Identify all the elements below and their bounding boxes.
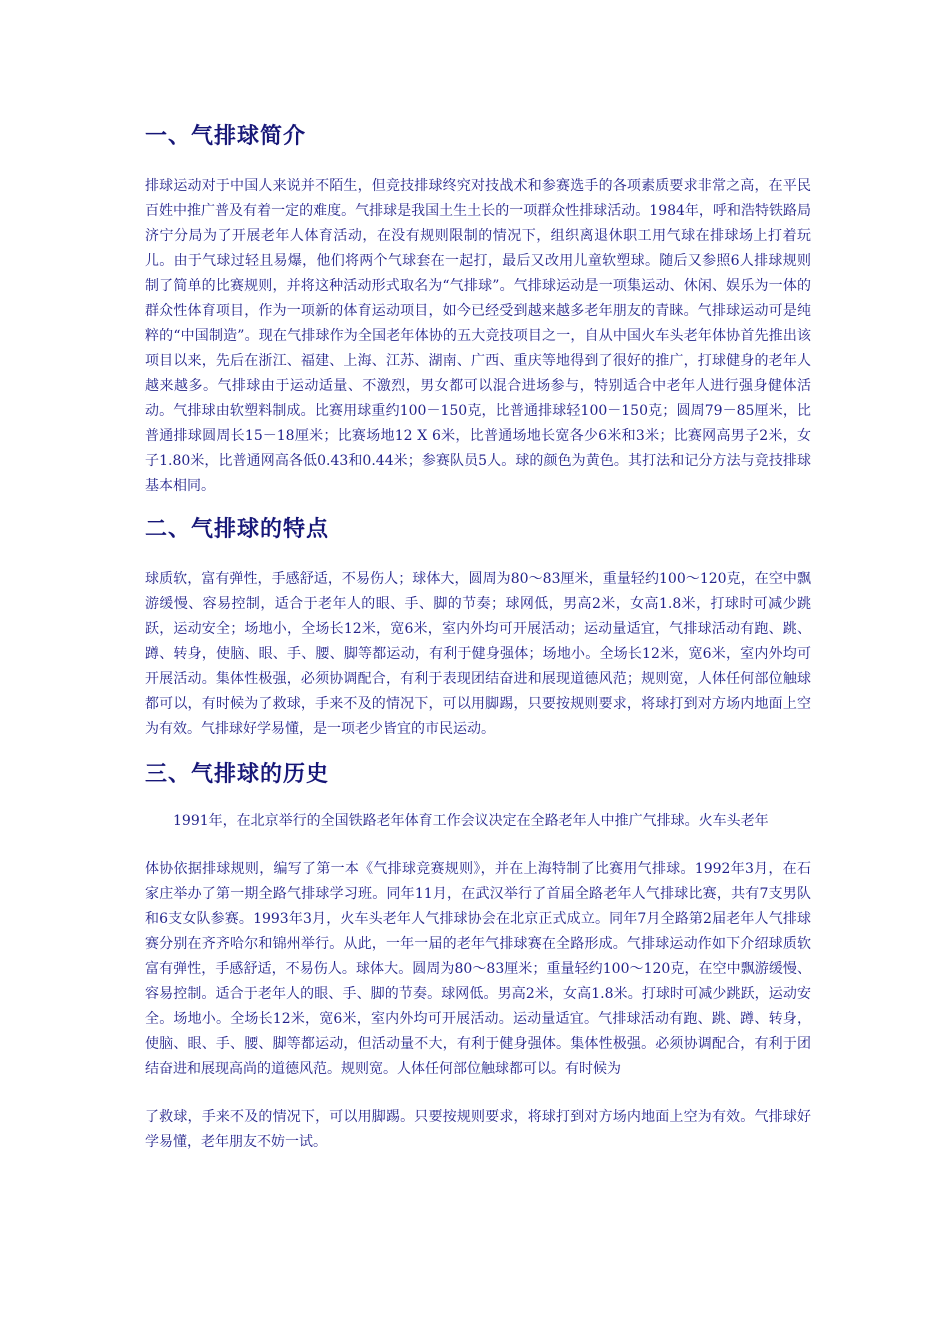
history-paragraph-1: 1991年，在北京举行的全国铁路老年体育工作会议决定在全路老年人中推广气排球。火车头老年 xyxy=(173,813,769,829)
section-title-intro: 一、气排球简介 xyxy=(145,124,307,149)
history-paragraph-2: 体协依据排球规则，编写了第一本《气排球竞赛规则》，并在上海特制了比赛用气排球。1992年3月，在石家庄举办了第一期全路气排球学习班。同年11月，在武汉举行了首届全路老年人气排球比赛，共有7支男队和6支女队参赛。1993年3月，火车头老年人气排球协会在北京正式成立。同年7月全路第2届老年人气排球赛分别在齐齐哈尔和锦州举行。从此，一年一届的老年气排球赛在全路形成。气排球运动作如下介绍球质软富有弹性，手感舒适，不易伤人。球体大。圆周为80～83厘米；重量轻约100～120克，在空中飘游缓慢、容易控制。适合于老年人的眼、手、脚的节奏。球网低。男高2米，女高1.8米。打球时可减少跳跃，运动安全。场地小。全场长12米，宽6米，室内外均可开展活动。运动量适宜。气排球活动有跑、跳、蹲、转身，使脑、眼、手、腰、脚等都运动，但活动量不大，有利于健身强体。集体性极强。必须协调配合，有利于团结奋进和展现高尚的道德风范。规则宽。人体任何部位触球都可以。有时候为 xyxy=(145,861,811,1077)
features-paragraph: 球质软，富有弹性，手感舒适，不易伤人；球体大，圆周为80～83厘米，重量轻约100～120克，在空中飘游缓慢、容易控制，适合于老年人的眼、手、脚的节奏；球网低，男高2米，女高1.8米，打球时可减少跳跃，运动安全；场地小，全场长12米，宽6米，室内外均可开展活动；运动量适宜，气排球活动有跑、跳、蹲、转身，使脑、眼、手、腰、脚等都运动，有利于健身强体；场地小。全场长12米，宽6米，室内外均可开展活动。集体性极强，必须协调配合，有利于表现团结奋进和展现道德风范；规则宽，人体任何部位触球都可以，有时候为了救球，手来不及的情况下，可以用脚踢，只要按规则要求，将球打到对方场内地面上空为有效。气排球好学易懂，是一项老少皆宜的市民运动。 xyxy=(145,571,811,737)
intro-paragraph: 排球运动对于中国人来说并不陌生，但竞技排球终究对技战术和参赛选手的各项素质要求非常之高，在平民百姓中推广普及有着一定的难度。气排球是我国土生土长的一项群众性排球活动。1984年，呼和浩特铁路局济宁分局为了开展老年人体育活动，在没有规则限制的情况下，组织离退休职工用气球在排球场上打着玩儿。由于气球过轻且易爆，他们将两个气球套在一起打，最后又改用儿童软塑球。随后又参照6人排球规则制了简单的比赛规则，并将这种活动形式取名为“气排球”。气排球运动是一项集运动、休闲、娱乐为一体的群众性体育项目，作为一项新的体育运动项目，如今已经受到越来越多老年朋友的青睐。气排球运动可是纯粹的“中国制造”。现在气排球作为全国老年体协的五大竞技项目之一，自从中国火车头老年体协首先推出该项目以来，先后在浙江、福建、上海、江苏、湖南、广西、重庆等地得到了很好的推广，打球健身的老年人越来越多。气排球由于运动适量、不激烈，男女都可以混合进场参与，特别适合中老年人进行强身健体活动。气排球由软塑料制成。比赛用球重约100－150克，比普通排球轻100－150克；圆周79－85厘米，比普通排球圆周长15－18厘米；比赛场地12 X 6米，比普通场地长宽各少6米和3米；比赛网高男子2米，女子1.80米，比普通网高各低0.43和0.44米；参赛队员5人。球的颜色为黄色。其打法和记分方法与竞技排球基本相同。 xyxy=(145,178,811,494)
section-title-features: 二、气排球的特点 xyxy=(145,517,330,542)
section-title-history: 三、气排球的历史 xyxy=(145,762,330,787)
history-paragraph-3: 了救球，手来不及的情况下，可以用脚踢。只要按规则要求，将球打到对方场内地面上空为有效。气排球好学易懂，老年朋友不妨一试。 xyxy=(145,1109,811,1150)
